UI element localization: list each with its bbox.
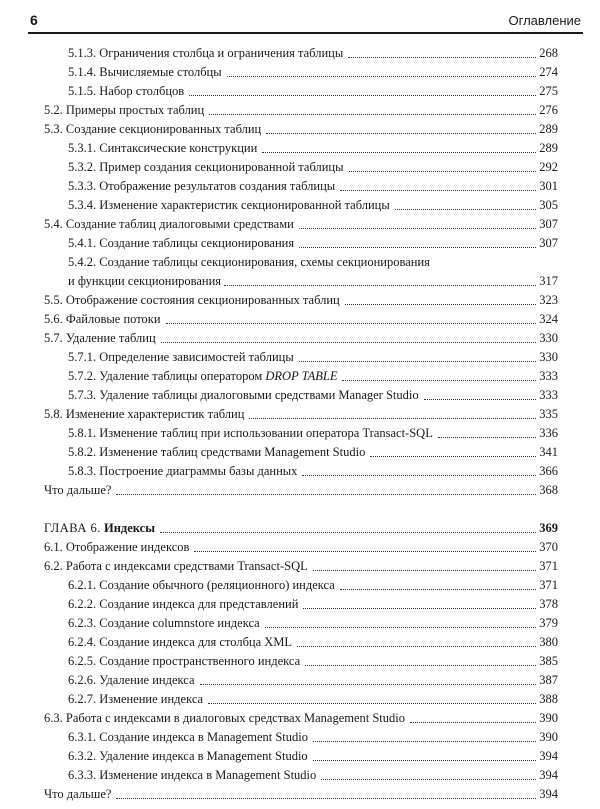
toc-chapter-entry[interactable]	[44, 519, 558, 538]
dot-leader	[438, 426, 536, 438]
dot-leader	[342, 369, 536, 381]
dot-leader	[166, 312, 537, 324]
dot-leader	[424, 388, 537, 400]
dot-leader	[189, 84, 536, 96]
toc-entry-page: 324	[539, 312, 558, 326]
toc-entry[interactable]	[44, 348, 558, 367]
toc-entry-label: 5.1.5. Набор столбцов	[68, 84, 185, 98]
dot-leader	[299, 217, 536, 229]
toc-entry-page: 390	[539, 711, 558, 725]
toc-entry-label: 5.3.1. Синтаксические конструкции	[68, 141, 258, 155]
toc-entry-page: 388	[539, 692, 558, 706]
toc-entry-label: Что дальше?	[44, 787, 112, 801]
toc-entry[interactable]	[44, 82, 558, 101]
toc-entry[interactable]	[44, 310, 558, 329]
dot-leader	[116, 483, 536, 495]
toc-entry[interactable]	[44, 443, 558, 462]
toc-entry[interactable]	[44, 747, 558, 766]
toc-entry-label: 6.2.3. Создание columnstore индекса	[68, 616, 260, 630]
toc-entry[interactable]	[44, 481, 558, 500]
dot-leader	[208, 692, 536, 704]
dot-leader	[313, 730, 536, 742]
dot-leader	[266, 122, 536, 134]
toc-entry[interactable]	[44, 253, 558, 291]
dot-leader	[116, 787, 536, 799]
dot-leader	[303, 597, 536, 609]
table-of-contents	[44, 44, 558, 804]
chapter-label	[44, 519, 157, 538]
toc-entry[interactable]	[44, 329, 558, 348]
toc-entry-label: 5.7.3. Удаление таблицы диалоговыми средствами Manager Studio	[68, 388, 419, 402]
toc-entry-label: 6.2.5. Создание пространственного индекса	[68, 654, 301, 668]
toc-entry[interactable]	[44, 405, 558, 424]
toc-entry[interactable]	[44, 652, 558, 671]
toc-entry-page: 317	[539, 274, 558, 288]
toc-entry-label: 5.3.2. Пример создания секционированной таблицы	[68, 160, 344, 174]
dot-leader	[340, 179, 536, 191]
chapter-number: ГЛАВА 6.	[44, 521, 101, 535]
toc-entry[interactable]	[44, 367, 558, 386]
toc-entry[interactable]	[44, 595, 558, 614]
toc-entry-page: 366	[539, 464, 558, 478]
dot-leader	[340, 578, 536, 590]
toc-entry-page: 368	[539, 483, 558, 497]
toc-entry[interactable]	[44, 538, 558, 557]
toc-entry-label: 6.3. Работа с индексами в диалоговых средствах Management Studio	[44, 711, 406, 725]
toc-entry-page: 387	[539, 673, 558, 687]
dot-leader	[313, 559, 537, 571]
toc-entry-page: 394	[539, 787, 558, 801]
dot-leader	[299, 350, 537, 362]
toc-entry-page: 323	[539, 293, 558, 307]
toc-entry-label: 5.6. Файловые потоки	[44, 312, 161, 326]
dot-leader	[370, 445, 536, 457]
toc-entry-page: 307	[539, 236, 558, 250]
toc-entry[interactable]	[44, 158, 558, 177]
toc-entry-page: 390	[539, 730, 558, 744]
toc-entry[interactable]	[44, 234, 558, 253]
toc-entry-page: 275	[539, 84, 558, 98]
toc-entry-label: 5.8.3. Построение диаграммы базы данных	[68, 464, 298, 478]
dot-leader	[348, 46, 536, 58]
toc-entry[interactable]	[44, 614, 558, 633]
dot-leader	[224, 274, 536, 286]
dot-leader	[410, 711, 536, 723]
toc-entry-page: 301	[539, 179, 558, 193]
toc-entry[interactable]	[44, 139, 558, 158]
toc-entry[interactable]	[44, 785, 558, 804]
toc-entry-page: 378	[539, 597, 558, 611]
toc-entry-page: 336	[539, 426, 558, 440]
toc-entry[interactable]	[44, 120, 558, 139]
toc-entry-label: 6.2.7. Изменение индекса	[68, 692, 204, 706]
toc-entry[interactable]	[44, 576, 558, 595]
toc-entry[interactable]	[44, 671, 558, 690]
dot-leader	[345, 293, 537, 305]
toc-entry-label: 5.2. Примеры простых таблиц	[44, 103, 205, 117]
toc-entry-page: 276	[539, 103, 558, 117]
toc-entry-page: 341	[539, 445, 558, 459]
chapter-title: Индексы	[104, 521, 155, 535]
toc-entry[interactable]	[44, 766, 558, 785]
toc-entry[interactable]	[44, 386, 558, 405]
dot-leader	[302, 464, 536, 476]
toc-entry[interactable]	[44, 709, 558, 728]
toc-entry-page: 371	[539, 578, 558, 592]
dot-leader	[349, 160, 537, 172]
page-header	[28, 10, 583, 34]
toc-entry-label	[68, 367, 339, 386]
toc-entry[interactable]	[44, 557, 558, 576]
toc-entry[interactable]	[44, 215, 558, 234]
spacer	[44, 500, 558, 519]
toc-entry-page: 379	[539, 616, 558, 630]
toc-entry-page: 333	[539, 369, 558, 383]
toc-entry-label: 6.2.2. Создание индекса для представлений	[68, 597, 299, 611]
toc-entry-label: 5.1.3. Ограничения столбца и ограничения таблицы	[68, 46, 344, 60]
toc-entry-page: 369	[539, 521, 558, 535]
toc-entry-label: 6.3.2. Удаление индекса в Management Studio	[68, 749, 308, 763]
toc-entry[interactable]	[44, 424, 558, 443]
toc-entry-label: 5.3.3. Отображение результатов создания таблицы	[68, 179, 336, 193]
toc-entry-page: 268	[539, 46, 558, 60]
toc-entry[interactable]	[44, 633, 558, 652]
toc-entry-label: 5.4.1. Создание таблицы секционирования	[68, 236, 295, 250]
toc-entry-page: 333	[539, 388, 558, 402]
toc-entry-label: 5.3. Создание секционированных таблиц	[44, 122, 262, 136]
toc-entry-label: 5.8.2. Изменение таблиц средствами Management Studio	[68, 445, 366, 459]
toc-entry[interactable]	[44, 728, 558, 747]
toc-entry-label: 5.3.4. Изменение характеристик секционированной таблицы	[68, 198, 390, 212]
toc-entry[interactable]	[44, 462, 558, 481]
running-title: Оглавление	[508, 13, 581, 28]
toc-entry-page: 380	[539, 635, 558, 649]
dot-leader	[160, 521, 536, 533]
toc-entry[interactable]	[44, 291, 558, 310]
toc-entry-label: 5.1.4. Вычисляемые столбцы	[68, 65, 222, 79]
toc-entry-page: 289	[539, 122, 558, 136]
dot-leader	[313, 749, 537, 761]
toc-entry-label: 5.5. Отображение состояния секционированных таблиц	[44, 293, 340, 307]
dot-leader	[297, 635, 536, 647]
toc-entry-label-continued: и функции секционирования	[68, 274, 222, 288]
toc-entry-page: 307	[539, 217, 558, 231]
toc-entry[interactable]	[44, 63, 558, 82]
toc-entry-page: 305	[539, 198, 558, 212]
toc-entry[interactable]	[44, 177, 558, 196]
dot-leader	[262, 141, 536, 153]
toc-entry-page: 330	[539, 350, 558, 364]
page-number: 6	[30, 12, 38, 28]
toc-entry[interactable]	[44, 44, 558, 63]
dot-leader	[194, 540, 536, 552]
toc-entry-label: 5.4. Создание таблиц диалоговыми средствами	[44, 217, 294, 231]
toc-entry[interactable]	[44, 690, 558, 709]
toc-entry-label: 5.8. Изменение характеристик таблиц	[44, 407, 245, 421]
dot-leader	[395, 198, 536, 210]
dot-leader	[161, 331, 537, 343]
dot-leader	[321, 768, 536, 780]
toc-entry-page: 394	[539, 768, 558, 782]
toc-entry-page: 394	[539, 749, 558, 763]
toc-entry[interactable]	[44, 196, 558, 215]
toc-entry-page: 330	[539, 331, 558, 345]
toc-entry-page: 370	[539, 540, 558, 554]
toc-entry-label: 6.2.1. Создание обычного (реляционного) индекса	[68, 578, 335, 592]
dot-leader	[227, 65, 537, 77]
dot-leader	[209, 103, 536, 115]
toc-entry-page: 385	[539, 654, 558, 668]
toc-entry-label: 5.8.1. Изменение таблиц при использовании оператора Transact-SQL	[68, 426, 433, 440]
toc-entry-label: 5.7.1. Определение зависимостей таблицы	[68, 350, 294, 364]
dot-leader	[249, 407, 536, 419]
toc-entry-page: 274	[539, 65, 558, 79]
toc-entry-page: 289	[539, 141, 558, 155]
toc-entry-label: Что дальше?	[44, 483, 112, 497]
toc-entry-page: 292	[539, 160, 558, 174]
dot-leader	[265, 616, 537, 628]
toc-entry-label: 5.7. Удаление таблиц	[44, 331, 156, 345]
toc-entry[interactable]	[44, 101, 558, 120]
toc-entry-page: 371	[539, 559, 558, 573]
dot-leader	[299, 236, 536, 248]
toc-entry-label-text: 5.7.2. Удаление таблицы оператором	[68, 369, 266, 383]
toc-entry-label: 6.1. Отображение индексов	[44, 540, 190, 554]
toc-entry-label: 5.4.2. Создание таблицы секционирования, схемы секционирования	[68, 255, 430, 269]
toc-entry-label: 6.2.6. Удаление индекса	[68, 673, 195, 687]
toc-entry-label: 6.2. Работа с индексами средствами Transact-SQL	[44, 559, 308, 573]
dot-leader	[305, 654, 536, 666]
toc-entry-page: 335	[539, 407, 558, 421]
toc-entry-label: 6.3.3. Изменение индекса в Management Studio	[68, 768, 317, 782]
toc-entry-label: 6.2.4. Создание индекса для столбца XML	[68, 635, 293, 649]
dot-leader	[200, 673, 537, 685]
toc-entry-label: 6.3.1. Создание индекса в Management Studio	[68, 730, 308, 744]
toc-entry-label-code: DROP TABLE	[265, 369, 338, 383]
